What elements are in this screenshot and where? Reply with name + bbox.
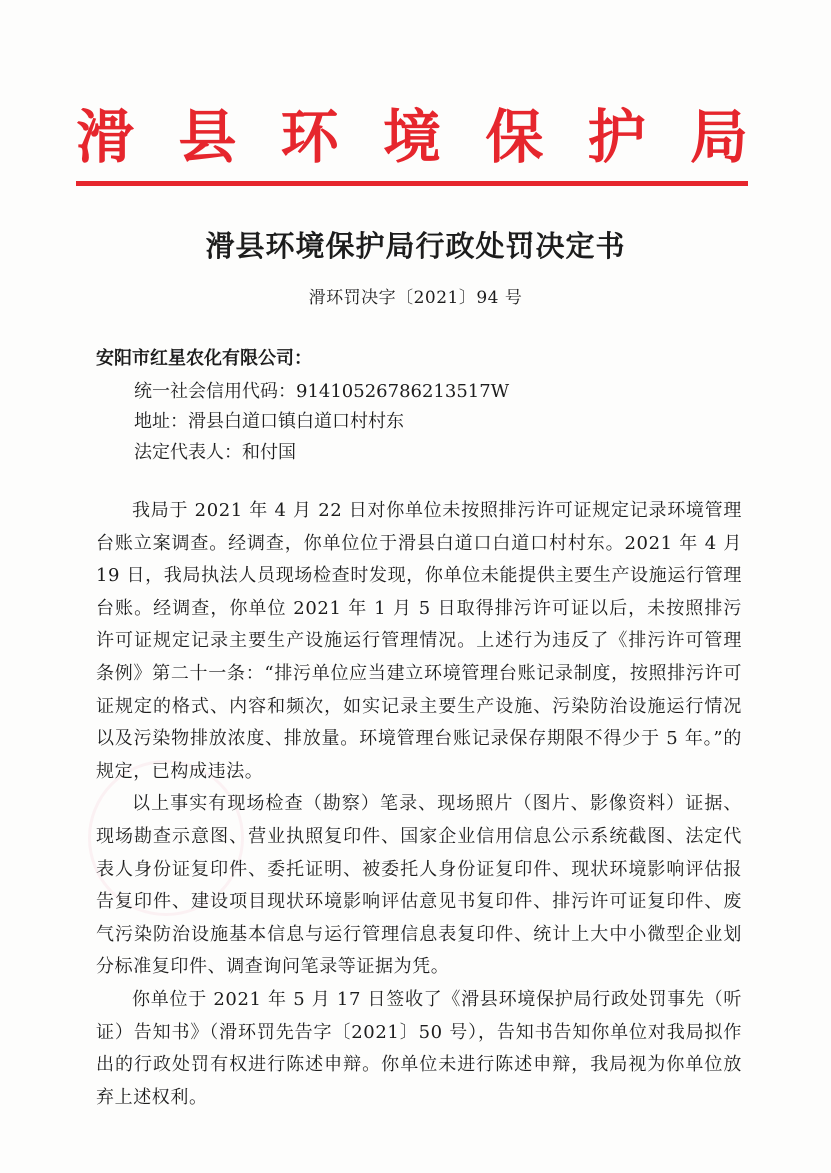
legal-representative: 法定代表人：和付国 <box>134 442 296 463</box>
masthead-char: 保 <box>485 103 544 171</box>
body-paragraph: 你单位于 2021 年 5 月 17 日签收了《滑县环境保护局行政处罚事先（听证）告知书》（滑环罚先告字〔2021〕50 号），告知书告知你单位对我局拟作出的行政处罚有权进行陈述申辩。你单位未进行陈述申辩，我局视为你单位放弃上述权利。 <box>96 988 742 1108</box>
agency-masthead <box>76 104 748 170</box>
masthead-char: 滑 <box>76 103 135 171</box>
addressee: 安阳市红星农化有限公司： <box>96 348 312 369</box>
body-paragraph: 以上事实有现场检查（勘察）笔录、现场照片（图片、影像资料）证据、现场勘查示意图、营业执照复印件、国家企业信用信息公示系统截图、法定代表人身份证复印件、委托证明、被委托人身份证复印件、现状环境影响评估报告复印件、建设项目现状环境影响评估意见书复印件、排污许可证复印件、废气污染防治设施基本信息与运行管理信息表复印件、统计上大中小微型企业划分标准复印件、调查询问笔录等证据为凭。 <box>96 793 742 978</box>
credit-code: 统一社会信用代码：91410526786213517W <box>134 381 510 402</box>
document-title: 滑县环境保护局行政处罚决定书 <box>205 229 626 263</box>
masthead-char: 护 <box>587 103 646 171</box>
body-paragraph: 我局于 2021 年 4 月 22 日对你单位未按照排污许可证规定记录环境管理台账立案调查。经调查，你单位位于滑县白道口白道口村村东。2021 年 4 月 19 日，我局执法人员现场检查时发现，你单位未能提供主要生产设施运行管理台账。经调查，你单位 2021 年 1 月 5 日取得排污许可证以后，未按照排污许可证规定记录主要生产设施运行管理情况。上述行为违反了《排污许可管理条例》第二十一条：“排污单位应当建立环境管理台账记录制度，按照排污许可证规定的格式、内容和频次，如实记录主要生产设施、污染防治设施运行情况以及污染物排放浓度、排放量。环境管理台账记录保存期限不得少于 5 年。”的规定，已构成违法。 <box>96 500 742 782</box>
masthead-char: 县 <box>178 103 237 171</box>
document-body <box>96 495 742 1114</box>
address: 地址：滑县白道口镇白道口村村东 <box>134 411 404 432</box>
document-number: 滑环罚决字〔2021〕94 号 <box>308 288 523 308</box>
masthead-char: 境 <box>382 103 441 171</box>
masthead-red-rule <box>76 181 748 186</box>
masthead-char: 局 <box>689 103 748 171</box>
masthead-char: 环 <box>280 103 339 171</box>
